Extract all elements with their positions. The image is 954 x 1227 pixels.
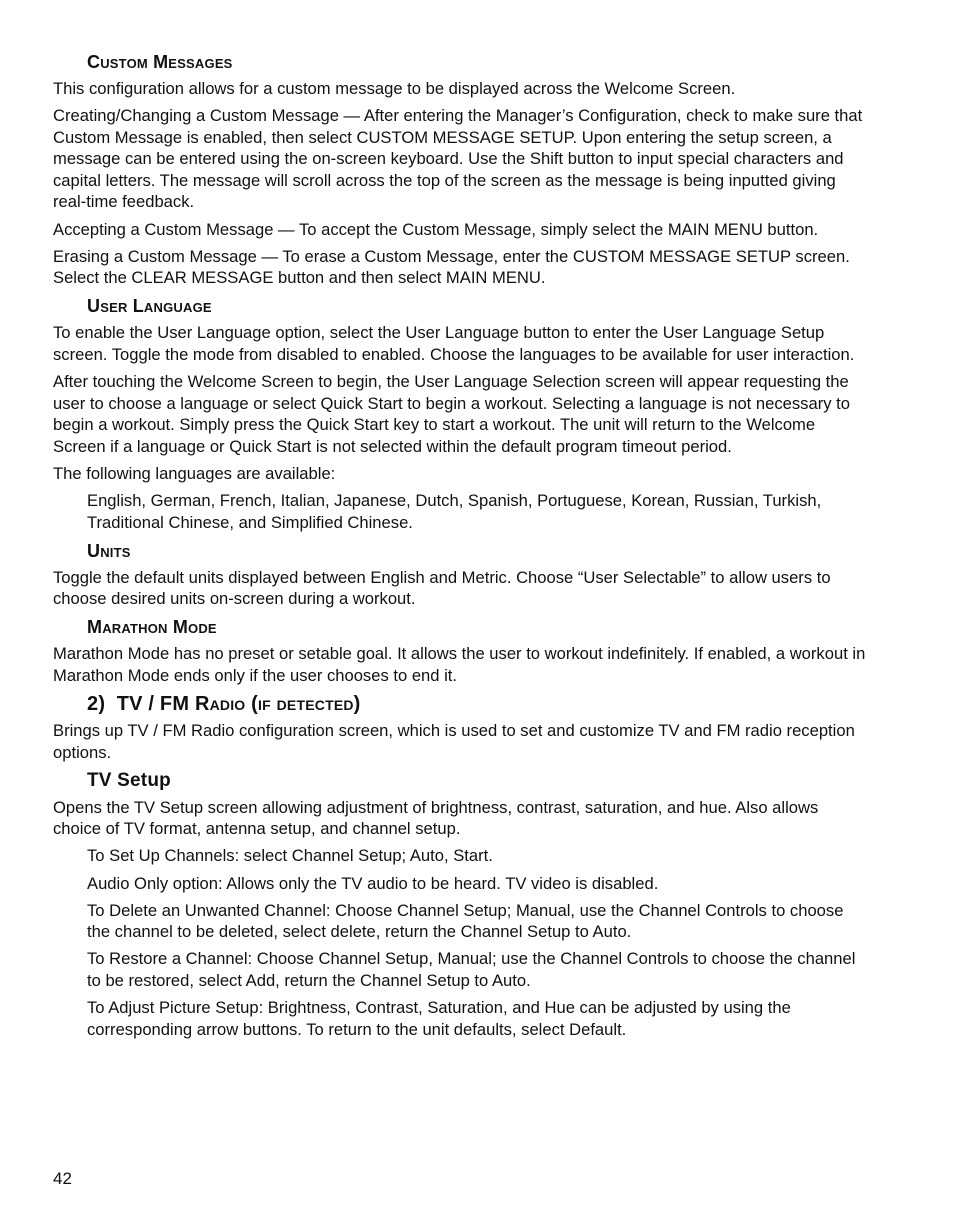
paragraph: After touching the Welcome Screen to begin, the User Language Selection screen will appear requesting the user to choose a language or select Quick Start to begin a workout. Selecting a language is not necessary to begin a workout. Simply press the Quick Start key to start a workout. The unit will return to the Welcome Screen if a language or Quick Start is not selected within the default program timeout period. (53, 372, 850, 456)
tv-setup-item: To Delete an Unwanted Channel: Choose Channel Setup; Manual, use the Channel Controls to choose the channel to be deleted, select delete, return the Channel Setup to Auto. (87, 900, 844, 942)
tv-setup-item: To Adjust Picture Setup: Brightness, Contrast, Saturation, and Hue can be adjusted by using the corresponding arrow buttons. To return to the unit defaults, select Default. (87, 998, 791, 1039)
paragraph: Toggle the default units displayed between English and Metric. Choose “User Selectable” to allow users to choose desired units on-screen during a workout. (53, 567, 831, 609)
page-number: 42 (53, 1169, 72, 1188)
heading-user-language: User Language (87, 296, 212, 317)
paragraph: This configuration allows for a custom message to be displayed across the Welcome Screen. (53, 79, 736, 98)
heading-units: Units (87, 540, 131, 561)
heading-marathon-mode: Marathon Mode (87, 617, 217, 638)
manual-page (53, 50, 868, 1046)
paragraph: Accepting a Custom Message — To accept the Custom Message, simply select the MAIN MENU button. (53, 219, 819, 239)
paragraph: Creating/Changing a Custom Message — After entering the Manager’s Configuration, check to make sure that Custom Message is enabled, then select CUSTOM MESSAGE SETUP. Upon entering the setup screen, a message can be entered using the on-screen keyboard. Use the Shift button to input special characters and capital letters. The message will scroll across the top of the screen as the message is being inputted giving real-time feedback. (53, 106, 863, 212)
heading-tv-fm-radio: 2) TV / FM Radio (if detected) (87, 693, 361, 716)
paragraph: Opens the TV Setup screen allowing adjustment of brightness, contrast, saturation, and hue. Also allows choice of TV format, antenna setup, and channel setup. (53, 797, 819, 839)
paragraph: Erasing a Custom Message — To erase a Custom Message, enter the CUSTOM MESSAGE SETUP screen. Select the CLEAR MESSAGE button and then select MAIN MENU. (53, 246, 850, 288)
language-list: English, German, French, Italian, Japanese, Dutch, Spanish, Portuguese, Korean, Russian, Turkish, Traditional Chinese, and Simplified Chinese. (87, 491, 822, 532)
heading-tv-setup: TV Setup (87, 769, 171, 791)
tv-setup-item: To Set Up Channels: select Channel Setup; Auto, Start. (87, 846, 493, 866)
paragraph: To enable the User Language option, select the User Language button to enter the User Language Setup screen. Toggle the mode from disabled to enabled. Choose the languages to be available for user interaction. (53, 323, 855, 364)
tv-setup-item: Audio Only option: Allows only the TV audio to be heard. TV video is disabled. (87, 873, 659, 893)
paragraph: Marathon Mode has no preset or setable goal. It allows the user to workout indefinitely. If enabled, a workout in Marathon Mode ends only if the user chooses to end it. (53, 644, 866, 685)
tv-setup-item: To Restore a Channel: Choose Channel Setup, Manual; use the Channel Controls to choose the channel to be restored, select Add, return the Channel Setup to Auto. (87, 949, 856, 990)
paragraph: The following languages are available: (53, 463, 336, 483)
paragraph: Brings up TV / FM Radio configuration screen, which is used to set and customize TV and FM radio reception options. (53, 721, 855, 762)
heading-custom-messages: Custom Messages (87, 52, 233, 72)
